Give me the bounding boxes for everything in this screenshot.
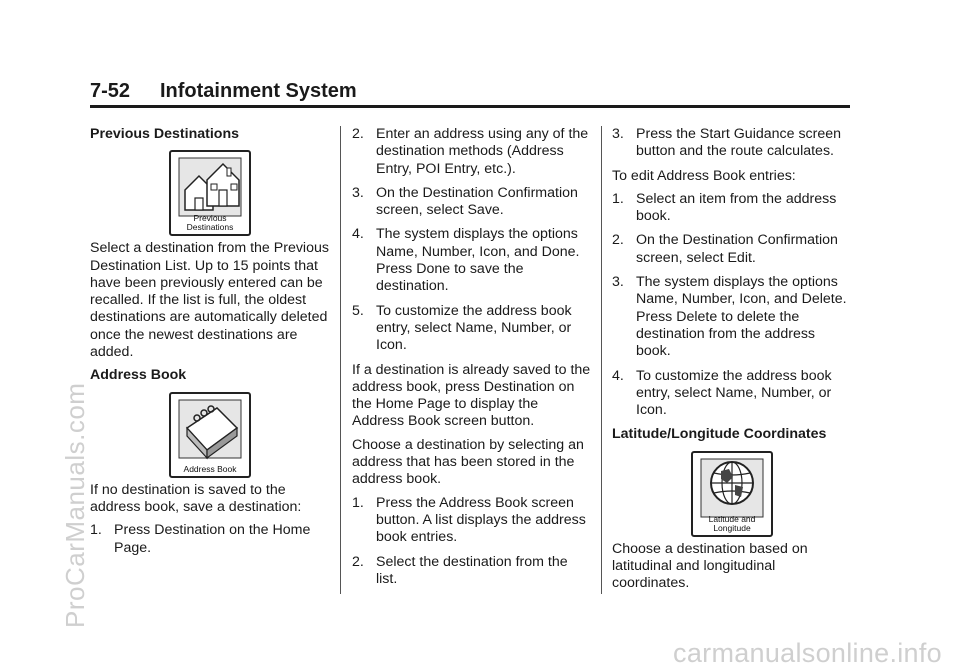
- heading-previous-destinations: Previous Destinations: [90, 126, 240, 142]
- header-rule: [90, 105, 850, 108]
- column-divider-2: [601, 126, 602, 594]
- latitude-longitude-icon: [691, 451, 773, 537]
- previous-destinations-icon-label: [171, 214, 249, 232]
- address-book-icon-wrap: [90, 392, 330, 478]
- page-header: [90, 80, 848, 106]
- edit-intro: To edit Address Book entries:: [612, 167, 796, 184]
- icon-label-line-2: Destinations: [186, 222, 234, 233]
- icon-label-line-1: Latitude and: [708, 513, 756, 524]
- list-item: 4. The system displays the options Name, Number, Icon, and Done. Press Done to save the destination.: [352, 226, 580, 295]
- latlong-icon-wrap: [612, 451, 852, 537]
- column-2: [352, 126, 592, 595]
- heading-address-book: Address Book: [90, 367, 187, 384]
- paragraph-choose-destination: Choose a destination by selecting an address that has been stored in the address book.: [352, 436, 584, 488]
- list-item: 4. To customize the address book entry, select Name, Number, or Icon.: [612, 367, 832, 419]
- save-steps: [352, 126, 592, 355]
- list-item: 2. Enter an address using any of the destination methods (Address Entry, POI Entry, etc.).: [352, 126, 589, 177]
- list-item: 3. The system displays the options Name, Number, Icon, and Delete. Press Delete to delete the destination from the address book.: [612, 274, 847, 360]
- book-icon: [177, 398, 243, 460]
- previous-destinations-icon: [169, 150, 251, 236]
- previous-destinations-icon-wrap: [90, 150, 330, 236]
- list-item: 3. Press the Start Guidance screen button and the route calculates.: [612, 126, 842, 160]
- latlong-body: Choose a destination based on latitudinal and longitudinal coordinates.: [612, 540, 808, 592]
- address-book-icon-label: Address Book: [183, 463, 237, 474]
- address-book-icon: [169, 392, 251, 478]
- list-item: 1. Press Destination on the Home Page.: [90, 522, 311, 556]
- list-item: 1. Select an item from the address book.: [612, 190, 837, 225]
- globe-icon: [699, 457, 765, 519]
- address-book-body: If no destination is saved to the address book, save a destination:: [90, 481, 302, 515]
- column-divider-1: [340, 126, 341, 594]
- column-3: [612, 126, 852, 599]
- edit-steps: [612, 191, 852, 420]
- list-item: 1. Press the Address Book screen button. A list displays the address book entries.: [352, 494, 586, 546]
- previous-destinations-body: Select a destination from the Previous Destination List. Up to 15 points that have been previously entered can be recalled. If the list is full, the oldest destinations are automatically deleted once the newest destinations are added.: [90, 240, 329, 361]
- choose-steps: [352, 495, 592, 588]
- watermark-bottom: carmanualsonline.info: [673, 638, 942, 668]
- watermark-left: ProCarManuals.com: [60, 382, 90, 628]
- section-title: Infotainment System: [160, 80, 357, 102]
- icon-label-line-2: Longitude: [713, 522, 751, 533]
- address-book-steps: [90, 522, 330, 557]
- list-item: 5. To customize the address book entry, select Name, Number, or Icon.: [352, 302, 572, 354]
- list-item: 2. Select the destination from the list.: [352, 553, 568, 587]
- latlong-icon-label: [693, 515, 771, 533]
- houses-icon: [177, 156, 243, 218]
- heading-latitude-longitude: Latitude/Longitude Coordinates: [612, 426, 827, 443]
- page-number: 7-52: [90, 80, 131, 102]
- icon-label-line-1: Previous: [193, 213, 227, 224]
- paragraph-already-saved: If a destination is already saved to the address book, press Destination on the Home Page to display the Address Book screen button.: [352, 361, 591, 430]
- guidance-steps: [612, 126, 852, 161]
- list-item: 3. On the Destination Confirmation screen, select Save.: [352, 184, 578, 219]
- list-item: 2. On the Destination Confirmation screen, select Edit.: [612, 232, 838, 266]
- column-1: [90, 126, 330, 564]
